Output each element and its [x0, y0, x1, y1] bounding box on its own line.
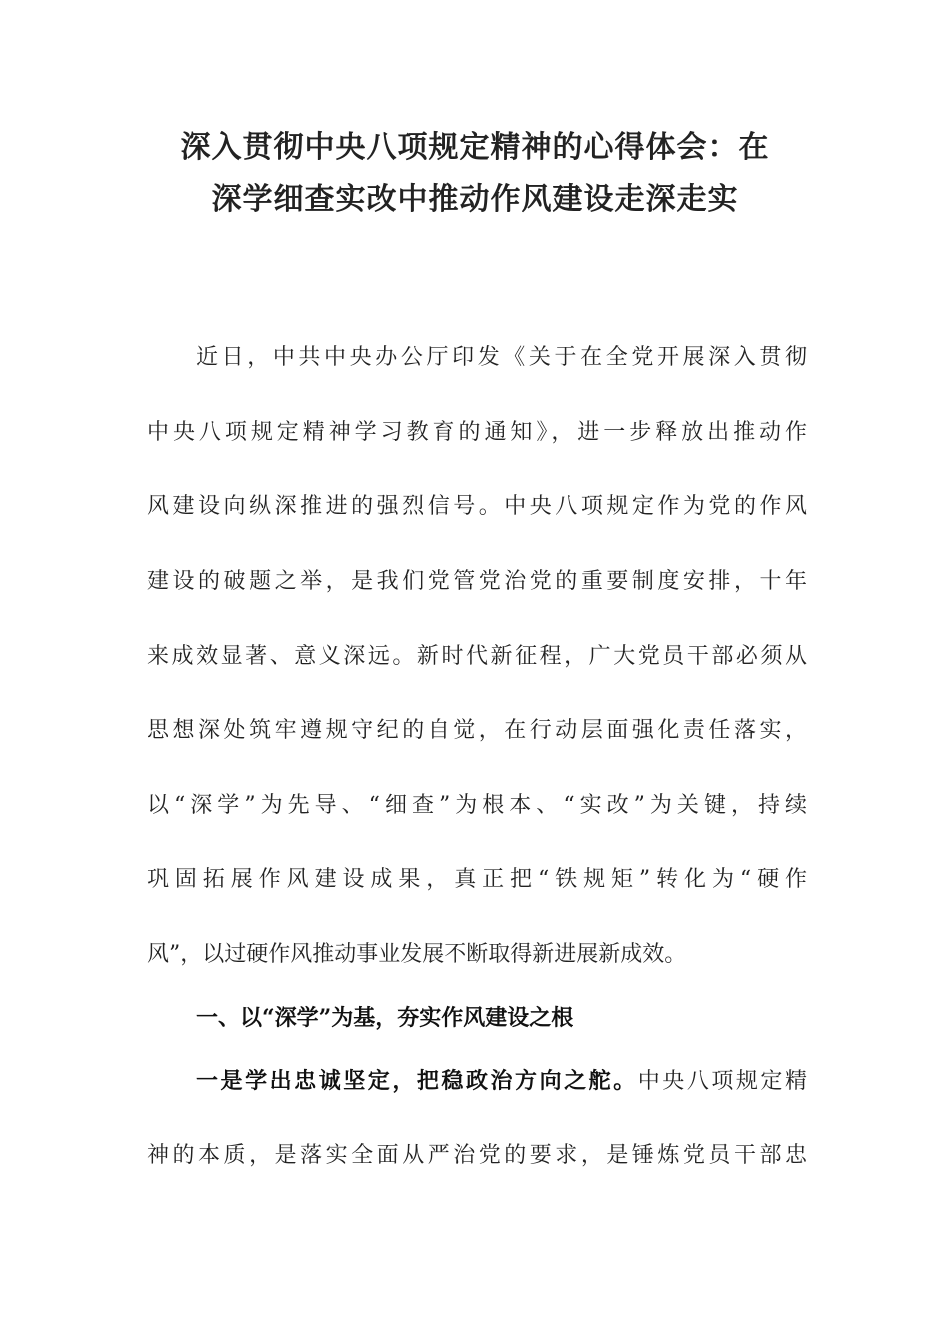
intro-line: 巩固拓展作风建设成果，真正把“铁规矩”转化为“硬作 — [147, 867, 807, 892]
document-title-line-2: 深学细查实改中推动作风建设走深走实 — [211, 182, 739, 217]
intro-line: 风”，以过硬作风推动事业发展不断取得新进展新成效。 — [147, 942, 687, 967]
point-paragraph-line: 神的本质，是落实全面从严治党的要求，是锤炼党员干部忠 — [147, 1143, 807, 1168]
intro-line: 近日，中共中央办公厅印发《关于在全党开展深入贯彻 — [196, 345, 807, 370]
intro-line: 以“深学”为先导、“细查”为根本、“实改”为关键，持续 — [147, 793, 807, 818]
intro-line: 建设的破题之举，是我们党管党治党的重要制度安排，十年 — [147, 569, 807, 594]
intro-line: 中央八项规定精神学习教育的通知》，进一步释放出推动作 — [147, 420, 807, 445]
document-title-line-1: 深入贯彻中央八项规定精神的心得体会：在 — [180, 130, 770, 165]
section-heading: 一、以“深学”为基，夯实作风建设之根 — [196, 1005, 574, 1031]
point-paragraph-line — [196, 1066, 807, 1097]
point-lead-text: 一是学出忠诚坚定，把稳政治方向之舵。 — [196, 1068, 638, 1094]
intro-line: 来成效显著、意义深远。新时代新征程，广大党员干部必须从 — [147, 644, 807, 669]
point-body-text: 中央八项规定精 — [637, 1069, 807, 1094]
intro-line: 风建设向纵深推进的强烈信号。中央八项规定作为党的作风 — [147, 494, 807, 519]
intro-line: 思想深处筑牢遵规守纪的自觉，在行动层面强化责任落实， — [147, 718, 807, 743]
